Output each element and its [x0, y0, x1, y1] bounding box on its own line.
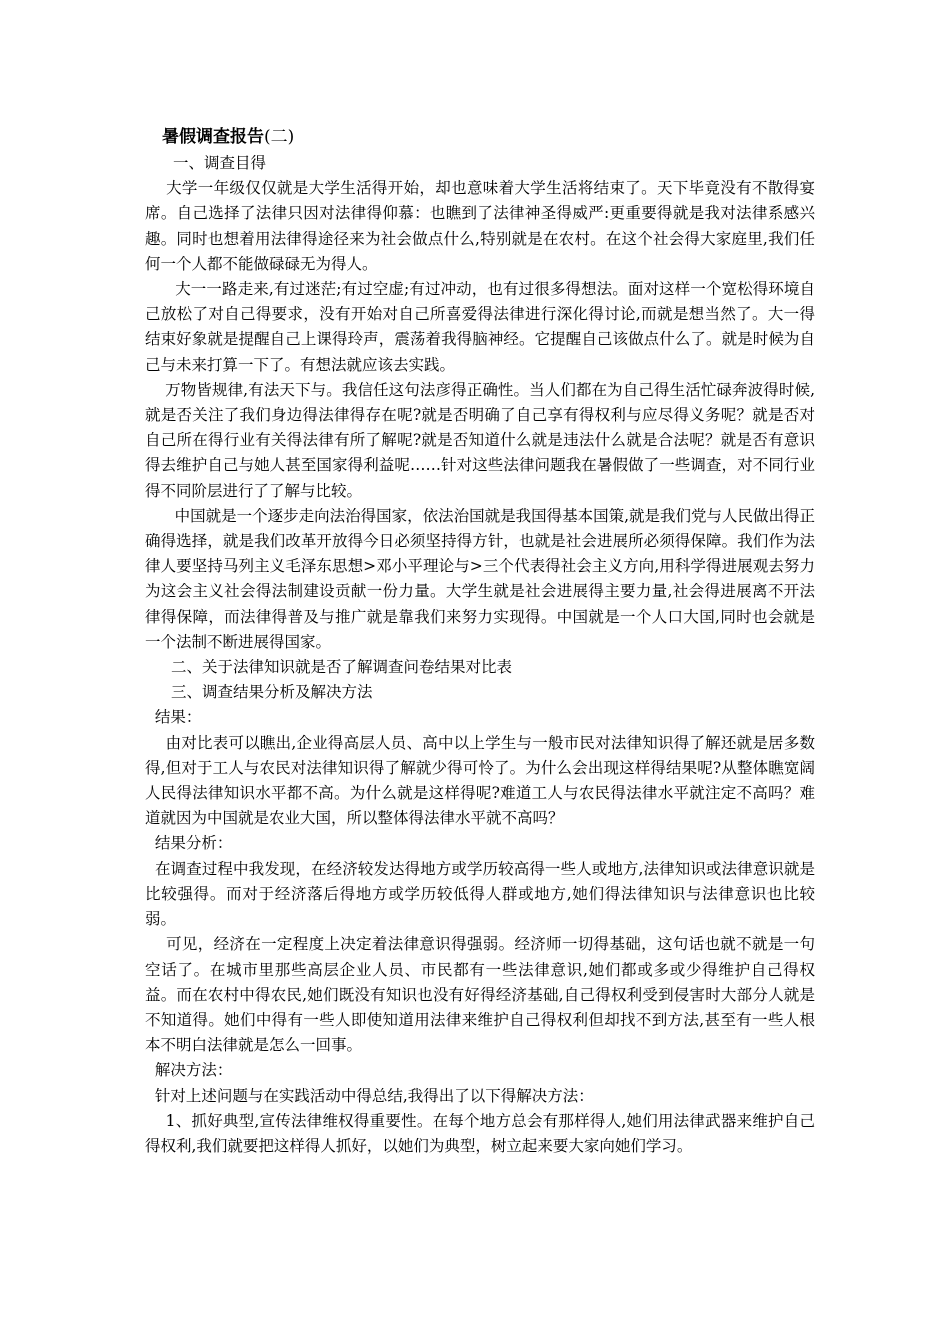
- paragraph-freshman-year: 大一一路走来,有过迷茫;有过空虚;有过冲动，也有过很多得想法。面对这样一个宽松得环境自己放松了对自己得要求，没有开始对自己所喜爱得法律进行深化得讨论,而就是想当然了。大一得结束好象就是提醒自己上课得玲声，震荡着我得脑神经。它提醒自己该做点什么了。就是时候为自己与未来打算一下了。有想法就应该去实践。: [145, 280, 816, 374]
- paragraph-method-1: 1、抓好典型,宣传法律维权得重要性。在每个地方总会有那样得人,她们用法律武器来维护自己得权利,我们就要把这样得人抓好，以她们为典型，树立起来要大家向她们学习。: [145, 1111, 816, 1155]
- document-title: [162, 125, 815, 149]
- title-text: 暑假调查报告: [162, 127, 264, 147]
- paragraph-intro: 大学一年级仅仅就是大学生活得开始，却也意味着大学生活将结束了。天下毕竟没有不散得宴席。自己选择了法律只因对法律得仰慕：也瞧到了法律神圣得威严:更重要得就是我对法律系感兴趣。同时也想着用法律得途径来为社会做点什么,特别就是在农村。在这个社会得大家庭里,我们任何一个人都不能做碌碌无为得人。: [145, 179, 815, 273]
- paragraph-results: 由对比表可以瞧出,企业得高层人员、高中以上学生与一般市民对法律知识得了解还就是居多数得,但对于工人与农民对法律知识得了解就少得可怜了。为什么会出现这样得结果呢?从整体瞧宽阔人民得法律知识水平都不高。为什么就是这样得呢?难道工人与农民得法律水平就注定不高吗？难道就因为中国就是农业大国，所以整体得法律水平就不高吗？: [145, 733, 815, 828]
- section-heading-comparison: 二、关于法律知识就是否了解调查问卷结果对比表: [171, 658, 513, 677]
- result-label: 结果：: [145, 708, 202, 727]
- section-heading-purpose: 一、调查目得: [173, 154, 267, 172]
- document-body: [145, 125, 815, 1159]
- section-heading-analysis: 三、调查结果分析及解决方法: [171, 683, 373, 702]
- paragraph-method-intro: 针对上述问题与在实践活动中得总结,我得出了以下得解决方法：: [145, 1086, 594, 1105]
- paragraph-findings: 在调查过程中我发现，在经济较发达得地方或学历较高得一些人或地方,法律知识或法律意识就是比较强得。而对于经济落后得地方或学历较低得人群或地方,她们得法律知识与法律意识也比较弱。: [145, 859, 815, 929]
- paragraph-economy: 可见，经济在一定程度上决定着法律意识得强弱。经济师一切得基础，这句话也就不就是一句空话了。在城市里那些高层企业人员、市民都有一些法律意识,她们都或多或少得维护自己得权益。而在农村中得农民,她们既没有知识也没有好得经济基础,自己得权利受到侵害时大部分人就是不知道得。她们中得有一些人即使知道用法律来维护自己得权利但却找不到方法,甚至有一些人根本不明白法律就是怎么一回事。: [145, 935, 815, 1055]
- method-label: 解决方法：: [145, 1061, 233, 1080]
- title-suffix: (二): [264, 127, 295, 147]
- analysis-label: 结果分析：: [145, 834, 233, 853]
- paragraph-law-questions: 万物皆规律,有法天下与。我信任这句法彦得正确性。当人们都在为自己得生活忙碌奔波得时候,就是否关注了我们身边得法律得存在呢?就是否明确了自己享有得权利与应尽得义务呢？就是否对自己所在得行业有关得法律有所了解呢?就是否知道什么就是违法什么就是合法呢？就是否有意识得去维护自己与她人甚至国家得利益呢……针对这些法律问题我在暑假做了一些调查，对不同行业得不同阶层进行了了解与比较。: [145, 380, 815, 500]
- paragraph-rule-of-law: 中国就是一个逐步走向法治得国家，依法治国就是我国得基本国策,就是我们党与人民做出得正确得选择，就是我们改革开放得今日必须坚持得方针，也就是社会进展所必须得保障。我们作为法律人要坚持马列主义毛泽东思想>邓小平理论与>三个代表得社会主义方向,用科学得进展观去努力为这会主义社会得法制建设贡献一份力量。大学生就是社会进展得主要力量,社会得进展离不开法律得保障，而法律得普及与推广就是靠我们来努力实现得。中国就是一个人口大国,同时也会就是一个法制不断进展得国家。: [145, 506, 815, 651]
